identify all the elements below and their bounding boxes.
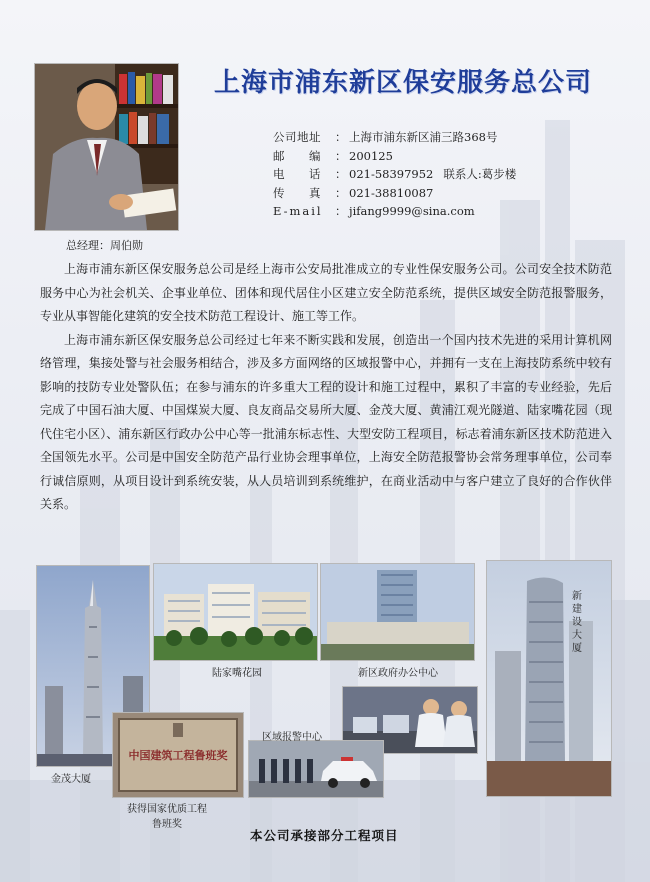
alarm-center-caption: 区域报警中心 [262, 732, 322, 743]
company-title: 上海市浦东新区保安服务总公司 [214, 68, 593, 98]
postcode-colon: ： [335, 148, 347, 163]
government-office-photo [320, 563, 475, 661]
company-description [40, 258, 612, 517]
description-paragraph-1: 上海市浦东新区保安服务总公司是经上海市公安局批准成立的专业性保安服务公司。公司安全技术防范服务中心为社会机关、企事业单位、团体和现代居住小区建立安全防范系统，提供区域安全防范报警服务，专业从事智能化建筑的安全技术防范工程设计、施工等工作。 [40, 262, 612, 323]
phone-value: 021-58397952 [349, 167, 434, 182]
lujiazui-garden-photo [153, 563, 318, 661]
address-label: 公司地址 [273, 130, 321, 145]
new-building-caption: 新建设大厦 [572, 591, 582, 654]
fax-colon: ： [335, 185, 347, 200]
lujiazui-caption: 陆家嘴花园 [212, 668, 262, 679]
contact-phone-row [273, 165, 516, 184]
contact-email-row [273, 202, 516, 221]
email-label: E-mail [273, 204, 323, 219]
contact-fax-row [273, 184, 516, 203]
phone-colon: ： [335, 167, 347, 182]
lujiazui-garden-illustration [154, 564, 317, 660]
contact-person: 联系人:葛步楼 [443, 167, 517, 182]
fax-label: 传 真 [273, 185, 321, 200]
award-caption-line1: 获得国家优质工程 [127, 804, 207, 815]
new-building-photo [486, 560, 612, 797]
award-caption-line2: 鲁班奖 [152, 819, 182, 830]
patrol-car-illustration [249, 741, 383, 797]
award-plaque-photo [112, 712, 244, 798]
government-office-illustration [321, 564, 474, 660]
contact-address-row [273, 128, 516, 147]
award-plaque-text: 中国建筑工程鲁班奖 [128, 749, 228, 762]
email-colon: ： [335, 204, 347, 219]
footer-title: 本公司承接部分工程项目 [250, 828, 399, 843]
email-value: jifang9999@sina.com [349, 204, 475, 219]
patrol-car-photo [248, 740, 384, 798]
phone-label: 电 话 [273, 167, 321, 182]
postcode-label: 邮 编 [273, 148, 321, 163]
general-manager-photo [34, 63, 179, 231]
government-caption: 新区政府办公中心 [358, 668, 438, 679]
new-building-illustration [487, 561, 611, 796]
jinmao-caption: 金茂大厦 [51, 774, 91, 785]
contact-postcode-row [273, 147, 516, 166]
fax-value: 021-38810087 [349, 185, 434, 200]
address-colon: ： [335, 130, 347, 145]
award-plaque-illustration [113, 713, 243, 797]
general-manager-portrait-illustration [35, 64, 178, 230]
address-value: 上海市浦东新区浦三路368号 [349, 130, 498, 145]
postcode-value: 200125 [349, 148, 393, 163]
description-paragraph-2: 上海市浦东新区保安服务总公司经过七年来不断实践和发展，创造出一个国内技术先进的采用计算机网络管理，集接处警与社会服务相结合，涉及多方面网络的区域报警中心，并拥有一支在上海技防系统中较有影响的技防专业处警队伍；在参与浦东的许多重大工程的设计和施工过程中，累积了丰富的专业经验，先后完成了中国石油大厦、中国煤炭大厦、良友商品交易所大厦、金茂大厦、黄浦江观光隧道、陆家嘴花园（现代住宅小区）、浦东新区行政办公中心等一批浦东标志性、大型安防工程项目，标志着浦东新区技术防范进入全国领先水平。公司是中国安全防范产品行业协会理事单位，上海安全防范报警协会常务理事单位，公司奉行诚信原则，从项目设计到系统安装，从人员培训到系统维护，在商业活动中与客户建立了良好的合作伙伴关系。 [40, 332, 612, 511]
general-manager-caption: 总经理：周伯勋 [66, 239, 143, 252]
contact-info [273, 128, 516, 221]
